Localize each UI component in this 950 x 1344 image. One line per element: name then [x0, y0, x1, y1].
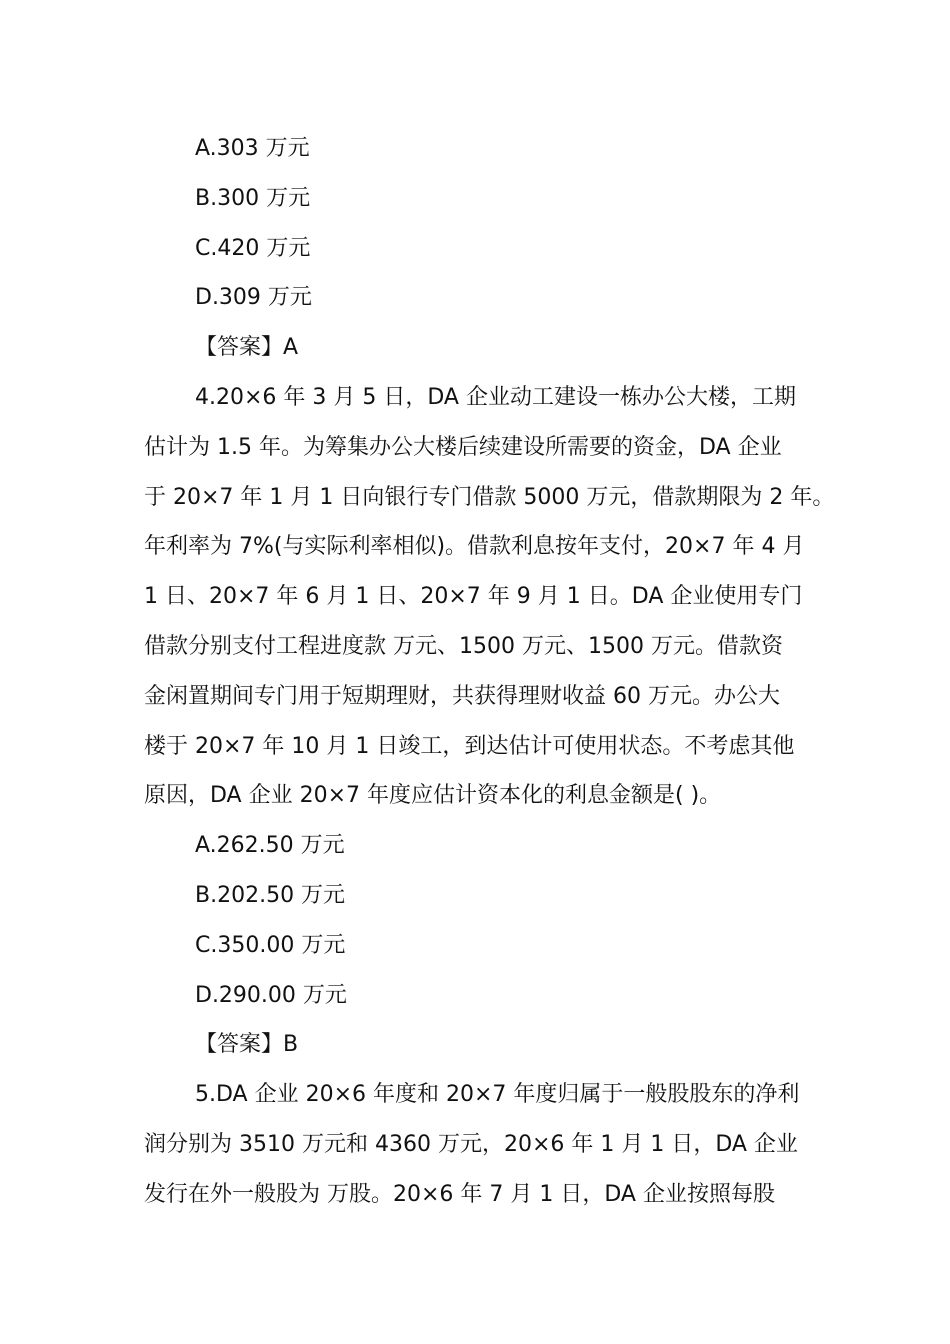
q4-line-8: 楼于 20×7 年 10 月 1 日竣工，到达估计可使用状态。不考虑其他	[144, 733, 795, 759]
q4-line-2: 估计为 1.5 年。为筹集办公大楼后续建设所需要的资金，DA 企业	[144, 434, 782, 460]
q4-option-d: D.290.00 万元	[195, 982, 347, 1008]
q4-line-7: 金闲置期间专门用于短期理财，共获得理财收益 60 万元。办公大	[144, 683, 780, 709]
q5-line-2: 润分别为 3510 万元和 4360 万元，20×6 年 1 月 1 日，DA 企业	[144, 1131, 798, 1157]
q4-answer: 【答案】B	[195, 1032, 299, 1058]
q4-line-1: 4.20×6 年 3 月 5 日，DA 企业动工建设一栋办公大楼，工期	[195, 384, 796, 410]
q4-line-6: 借款分别支付工程进度款 万元、1500 万元、1500 万元。借款资	[144, 633, 783, 659]
q5-line-1: 5.DA 企业 20×6 年度和 20×7 年度归属于一般股股东的净利	[195, 1082, 800, 1108]
q3-option-d: D.309 万元	[195, 285, 312, 311]
q5-line-3: 发行在外一般股为 万股。20×6 年 7 月 1 日，DA 企业按照每股	[144, 1181, 775, 1207]
q3-answer: 【答案】A	[195, 335, 299, 361]
q3-option-c: C.420 万元	[195, 235, 311, 261]
q4-line-5: 1 日、20×7 年 6 月 1 日、20×7 年 9 月 1 日。DA 企业使用专门	[144, 584, 803, 610]
document-body	[144, 124, 835, 1220]
q4-option-c: C.350.00 万元	[195, 932, 346, 958]
q4-line-9: 原因，DA 企业 20×7 年度应估计资本化的利息金额是( )。	[144, 783, 722, 809]
q4-line-3: 于 20×7 年 1 月 1 日向银行专门借款 5000 万元，借款期限为 2 年。	[144, 484, 835, 510]
q3-option-a: A.303 万元	[195, 136, 310, 161]
q4-option-a: A.262.50 万元	[195, 833, 345, 859]
q4-option-b: B.202.50 万元	[195, 882, 346, 908]
q3-option-b: B.300 万元	[195, 185, 311, 211]
q4-line-4: 年利率为 7%(与实际利率相似)。借款利息按年支付，20×7 年 4 月	[144, 534, 805, 560]
